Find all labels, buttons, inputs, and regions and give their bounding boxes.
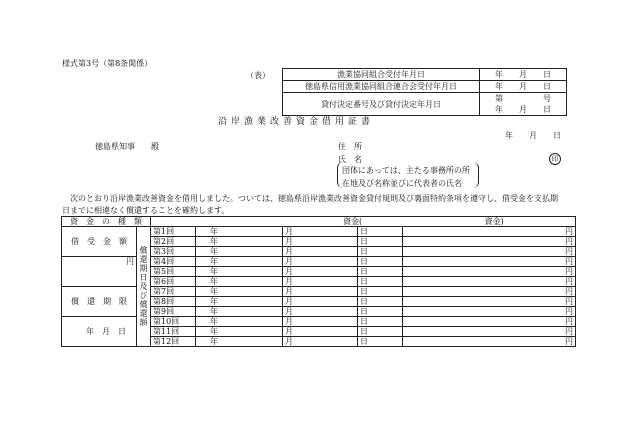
installment-no: 第8回 bbox=[151, 297, 196, 307]
name-label: 氏 名 bbox=[338, 155, 362, 164]
installment-year[interactable]: 年 bbox=[196, 257, 283, 267]
installment-day[interactable]: 日 bbox=[358, 247, 403, 257]
installment-no: 第3回 bbox=[151, 247, 196, 257]
installment-no: 第6回 bbox=[151, 277, 196, 287]
installment-no: 第5回 bbox=[151, 267, 196, 277]
body-text-line-2: 日までに相違なく償還することを確約します。 bbox=[62, 206, 230, 215]
repayment-deadline-label: 償 還 期 限 bbox=[62, 287, 137, 317]
addressee: 徳島県知事 殿 bbox=[95, 142, 159, 151]
installment-amount[interactable]: 円 bbox=[403, 247, 576, 257]
installment-year[interactable]: 年 bbox=[196, 247, 283, 257]
seal-mark: 印 bbox=[549, 153, 561, 165]
installment-day[interactable]: 日 bbox=[358, 297, 403, 307]
installment-no: 第11回 bbox=[151, 327, 196, 337]
installment-month[interactable]: 月 bbox=[283, 227, 358, 237]
installment-month[interactable]: 月 bbox=[283, 327, 358, 337]
issue-date[interactable]: 年 月 日 bbox=[505, 131, 561, 140]
installment-amount[interactable]: 円 bbox=[403, 237, 576, 247]
installment-year[interactable]: 年 bbox=[196, 327, 283, 337]
installment-day[interactable]: 日 bbox=[358, 227, 403, 237]
installment-day[interactable]: 日 bbox=[358, 307, 403, 317]
receipt-row-coop bbox=[283, 69, 567, 81]
installment-day[interactable]: 日 bbox=[358, 277, 403, 287]
installment-year[interactable]: 年 bbox=[196, 297, 283, 307]
installment-amount[interactable]: 円 bbox=[403, 257, 576, 267]
installment-month[interactable]: 月 bbox=[283, 337, 358, 347]
installment-day[interactable]: 日 bbox=[358, 287, 403, 297]
installment-year[interactable]: 年 bbox=[196, 287, 283, 297]
installment-year[interactable]: 年 bbox=[196, 277, 283, 287]
installment-amount[interactable]: 円 bbox=[403, 277, 576, 287]
decision-label: 貸付決定番号及び貸付決定年月日 bbox=[283, 93, 480, 116]
receipt-row-decision bbox=[283, 93, 567, 116]
installment-no: 第1回 bbox=[151, 227, 196, 237]
installment-year[interactable]: 年 bbox=[196, 267, 283, 277]
installment-month[interactable]: 月 bbox=[283, 287, 358, 297]
borrowed-amount-yen[interactable]: 円 bbox=[62, 257, 137, 287]
note-line-2: 在地及び名称並びに代表者の氏名 bbox=[342, 179, 462, 188]
borrowed-amount-label: 借 受 金 額 bbox=[62, 227, 137, 257]
coop-received-label: 漁業協同組合受付年月日 bbox=[283, 69, 480, 81]
receipt-table bbox=[282, 68, 567, 116]
federation-received-label: 徳島県信用漁業協同組合連合会受付年月日 bbox=[283, 81, 480, 93]
installment-no: 第10回 bbox=[151, 317, 196, 327]
decision-values[interactable] bbox=[480, 93, 567, 116]
installment-amount[interactable]: 円 bbox=[403, 317, 576, 327]
installment-month[interactable]: 月 bbox=[283, 237, 358, 247]
installment-day[interactable]: 日 bbox=[358, 337, 403, 347]
installment-amount[interactable]: 円 bbox=[403, 327, 576, 337]
receipt-row-federation bbox=[283, 81, 567, 93]
form-number: 様式第3号（第8条関係） bbox=[62, 59, 153, 68]
fund-name-cell[interactable] bbox=[151, 217, 576, 227]
coop-received-date[interactable]: 年 月 日 bbox=[480, 69, 567, 81]
installment-day[interactable]: 日 bbox=[358, 237, 403, 247]
installment-amount[interactable]: 円 bbox=[403, 297, 576, 307]
front-label: （表） bbox=[246, 71, 270, 80]
federation-received-date[interactable]: 年 月 日 bbox=[480, 81, 567, 93]
decision-date: 年 月 日 bbox=[495, 105, 551, 114]
installment-month[interactable]: 月 bbox=[283, 247, 358, 257]
installment-day[interactable]: 日 bbox=[358, 327, 403, 337]
fund-open-label: 資金( bbox=[343, 217, 363, 226]
installment-month[interactable]: 月 bbox=[283, 257, 358, 267]
installment-year[interactable]: 年 bbox=[196, 317, 283, 327]
installment-day[interactable]: 日 bbox=[358, 267, 403, 277]
table-header-row bbox=[62, 217, 576, 227]
installment-day[interactable]: 日 bbox=[358, 317, 403, 327]
installment-no: 第7回 bbox=[151, 287, 196, 297]
installment-year[interactable]: 年 bbox=[196, 337, 283, 347]
repayment-deadline-date[interactable]: 年 月 日 bbox=[62, 317, 137, 347]
installment-month[interactable]: 月 bbox=[283, 267, 358, 277]
installment-no: 第9回 bbox=[151, 307, 196, 317]
installment-amount[interactable]: 円 bbox=[403, 287, 576, 297]
fund-close-label: 資金) bbox=[484, 217, 504, 226]
installment-no: 第4回 bbox=[151, 257, 196, 267]
installment-month[interactable]: 月 bbox=[283, 307, 358, 317]
fund-kind-header: 資 金 の 種 類 bbox=[62, 217, 151, 227]
body-text-line-1: 次のとおり沿岸漁業改善資金を借用しました。ついては、徳島県沿岸漁業改善資金貸付規則及び裏面特約条項を遵守し、借受金を支払期 bbox=[70, 194, 558, 203]
note-line-1: 団体にあっては、主たる事務所の所 bbox=[342, 166, 470, 175]
repayment-vertical-label: 償還期日及び償還額 bbox=[137, 227, 151, 347]
installment-day[interactable]: 日 bbox=[358, 257, 403, 267]
installment-amount[interactable]: 円 bbox=[403, 307, 576, 317]
decision-number: 第 号 bbox=[495, 94, 551, 103]
installment-no: 第2回 bbox=[151, 237, 196, 247]
installment-year[interactable]: 年 bbox=[196, 237, 283, 247]
installment-month[interactable]: 月 bbox=[283, 317, 358, 327]
document-title: 沿岸漁業改善資金借用証書 bbox=[218, 117, 375, 127]
table-row bbox=[62, 227, 576, 237]
installment-amount[interactable]: 円 bbox=[403, 227, 576, 237]
address-label: 住 所 bbox=[338, 142, 362, 151]
installment-month[interactable]: 月 bbox=[283, 297, 358, 307]
installment-amount[interactable]: 円 bbox=[403, 267, 576, 277]
installment-month[interactable]: 月 bbox=[283, 277, 358, 287]
repayment-table bbox=[61, 216, 576, 347]
installment-amount[interactable]: 円 bbox=[403, 337, 576, 347]
installment-year[interactable]: 年 bbox=[196, 307, 283, 317]
installment-no: 第12回 bbox=[151, 337, 196, 347]
installment-year[interactable]: 年 bbox=[196, 227, 283, 237]
